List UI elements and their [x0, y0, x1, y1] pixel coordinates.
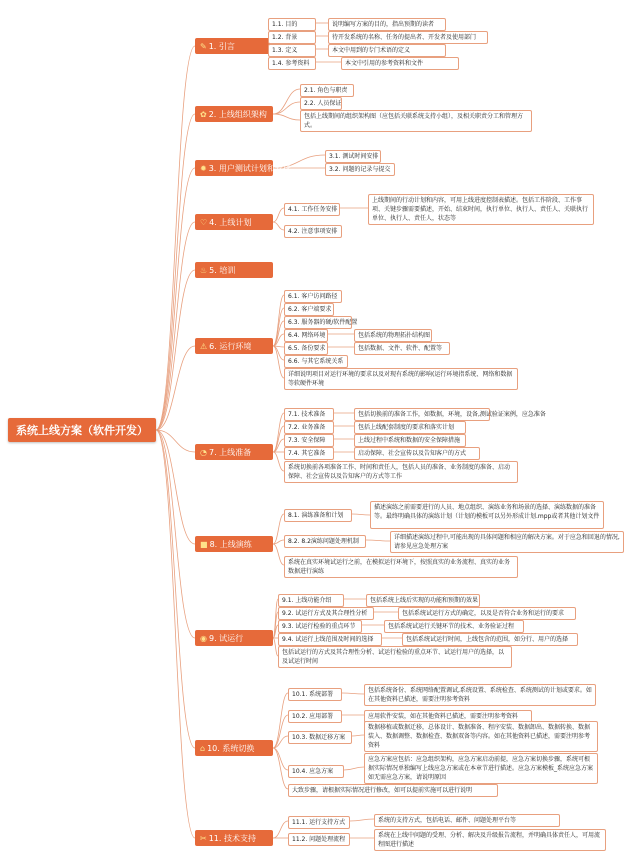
detail-note[interactable]: 包括系统备份、系统网络配置调试,系统设置、系统检查、系统测试的计划或要求。如在其他资料已描述，需要注明参考资料 — [364, 684, 596, 706]
detail-note[interactable]: 包括系统试运行方式的确定，以及是否符合业务和运行的要求 — [398, 607, 576, 620]
tools-icon: ✂ — [200, 833, 207, 843]
detail-note[interactable]: 包括系统试运行关键环节的技术、业务验证过程 — [384, 620, 524, 633]
detail-note[interactable]: 启动保障、社会宣传以及告知客户的方式 — [354, 447, 480, 460]
branch-line — [273, 514, 284, 544]
subtopic[interactable]: 11.1. 运行支持方式 — [288, 816, 350, 829]
org-icon: ✿ — [200, 109, 207, 119]
branch-line — [273, 346, 284, 378]
main-topic-label: 5. 培训 — [209, 265, 236, 275]
root-branch-line — [156, 430, 195, 748]
subtopic[interactable]: 10.1. 系统部署 — [288, 688, 342, 701]
root-branch-line — [156, 168, 195, 430]
detail-note[interactable]: 说明编写方案的目的，指出预期的读者 — [328, 18, 446, 31]
subtopic[interactable]: 8.1. 演练准备和计划 — [284, 509, 352, 522]
subtopic[interactable]: 包括上线期间的组织架构图（应包括关联系统支持小组），及相关职责分工和管理方式。 — [300, 110, 532, 132]
root-branch-line — [156, 430, 195, 638]
detail-note[interactable]: 系统的支持方式，包括电话、邮件、问题处理平台等 — [374, 814, 560, 827]
subtopic[interactable]: 10.3. 数据迁移方案 — [288, 731, 352, 744]
branch-line — [273, 544, 284, 565]
warning-icon: ⚠ — [200, 341, 208, 351]
root-branch-line — [156, 222, 195, 430]
subtopic[interactable]: 6.3. 服务器的硬/软件配置 — [284, 316, 352, 329]
main-topic-label: 11. 技术支持 — [208, 833, 256, 843]
detail-note[interactable]: 包括切换前的准备工作，如数据，环境，设备,测试验证案例，应急准备 — [354, 408, 490, 421]
switch-icon: ⌂ — [200, 743, 206, 753]
subtopic[interactable]: 11.2. 问题处理流程 — [288, 833, 350, 846]
subtopic[interactable]: 7.1. 技术准备 — [284, 408, 334, 421]
square-icon: ■ — [200, 539, 208, 549]
detail-note[interactable]: 待开发系统的名称、任务的提出者、开发者及使用部门 — [328, 31, 488, 44]
branch-line — [273, 114, 300, 120]
main-topic[interactable] — [195, 830, 273, 846]
detail-note[interactable]: 包括数据、文件、软件、配置等 — [354, 342, 450, 355]
detail-note[interactable]: 应急方案应包括：应急组织架构，应急方案启动前提，应急方案切换步骤，系统可根据实际情况单独编写上线应急方案或在本章节进行描述。应急方案模板_系统应急方案 如无需应急方案，请说明原因 — [364, 753, 598, 784]
subtopic[interactable]: 1.3. 定义 — [268, 44, 316, 57]
subtopic[interactable]: 包括试运行的方式及其合理性分析、试运行检验的重点环节、试运行用户的选择，以及试运行时间 — [278, 646, 512, 668]
subtopic[interactable]: 4.2. 注意事项安排 — [284, 225, 342, 238]
subtopic[interactable]: 6.6. 与其它系统关系 — [284, 355, 348, 368]
main-topic[interactable] — [195, 262, 273, 278]
subtopic[interactable]: 6.4. 网络环境 — [284, 329, 328, 342]
subtopic[interactable]: 10.2. 应用部署 — [288, 710, 342, 723]
detail-note[interactable]: 上线过程中系统和数据的安全保障措施 — [354, 434, 466, 447]
detail-line — [352, 514, 370, 515]
main-topic-label: 3. 用户测试计划和安排 — [208, 163, 291, 173]
main-topic[interactable] — [195, 536, 273, 552]
main-topic[interactable] — [195, 214, 273, 230]
root-branch-line — [156, 430, 195, 544]
subtopic[interactable]: 6.5. 备份要求 — [284, 342, 328, 355]
branch-line — [273, 295, 284, 346]
branch-line — [273, 452, 284, 471]
subtopic[interactable]: 1.1. 目的 — [268, 18, 316, 31]
training-icon: ♨ — [200, 265, 208, 275]
main-topic-label: 2. 上线组织架构 — [208, 109, 267, 119]
detail-note[interactable]: 系统在上线中问题的受理、分析、解决及升级报告流程，并明确具体责任人，可用流程图进行描述 — [374, 829, 606, 851]
subtopic[interactable]: 2.2. 人员保证 — [300, 97, 342, 110]
detail-note[interactable]: 包括系统的物理拓扑结构图 — [354, 329, 432, 342]
subtopic[interactable]: 4.1. 工作任务安排 — [284, 203, 340, 216]
subtopic[interactable]: 10.4. 应急方案 — [288, 765, 344, 778]
subtopic[interactable]: 2.1. 角色与职责 — [300, 84, 354, 97]
branch-line — [273, 89, 300, 114]
subtopic[interactable]: 系统切换前各项准备工作、时间和责任人，包括人员的准备、业务制度的准备、启动保障、社会宣传以及告知客户的方式等工作 — [284, 461, 518, 483]
main-topic-label: 10. 系统切换 — [207, 743, 255, 753]
detail-line — [352, 735, 364, 736]
main-topic[interactable] — [195, 106, 273, 122]
subtopic[interactable]: 9.4. 试运行上线范围及时间的选择 — [278, 633, 382, 646]
main-topic-label: 7. 上线准备 — [208, 447, 252, 457]
subtopic[interactable]: 9.3. 试运行检验的重点环节 — [278, 620, 362, 633]
subtopic[interactable]: 9.1. 上线功能介绍 — [278, 594, 344, 607]
test-plan-icon: ✹ — [200, 163, 207, 173]
heart-icon: ♡ — [200, 217, 208, 227]
detail-note[interactable]: 包括系统试运行时间，上线包含的范围，如分行、用户的选择 — [402, 633, 578, 646]
subtopic[interactable]: 7.3. 安全保障 — [284, 434, 334, 447]
detail-line — [342, 693, 364, 694]
subtopic[interactable]: 7.2. 业务准备 — [284, 421, 334, 434]
branch-line — [273, 693, 288, 748]
detail-note[interactable]: 包括上线配套制度的要求和落实计划 — [354, 421, 466, 434]
subtopic[interactable]: 详细说明项目对运行环境的要求以及对现有系统的影响(运行环境指系统、网络和数据等软硬件环境 — [284, 368, 518, 390]
main-topic[interactable] — [195, 38, 273, 54]
branch-line — [273, 222, 284, 230]
main-topic-label: 8. 上线演练 — [209, 539, 252, 549]
subtopic[interactable]: 9.2. 试运行方式及其合理性分析 — [278, 607, 374, 620]
main-topic-label: 1. 引言 — [208, 41, 235, 51]
subtopic[interactable]: 6.2. 客户端要求 — [284, 303, 334, 316]
branch-line — [273, 821, 288, 838]
subtopic[interactable]: 7.4. 其它准备 — [284, 447, 334, 460]
target-icon: ◉ — [200, 633, 207, 643]
subtopic[interactable]: 8.2. 8.2演练问题处理机制 — [284, 535, 366, 548]
detail-note[interactable]: 上线期间的行动计划和内容，可用上线进度控制表描述。包括工作阶段、工作事项、关键步骤需要描述，开始、结束时间，执行单位、执行人、责任人、关联执行单位、执行人、责任人，状态等 — [368, 194, 594, 225]
root-branch-line — [156, 114, 195, 430]
root-branch-line — [156, 46, 195, 430]
main-topic-label: 9. 试运行 — [208, 633, 244, 643]
detail-note[interactable]: 数据移植或数据迁移，总体设计、数据准备、程序安装、数据卸出、数据转换、数据装入、数据调整、数据检查、数据双备等内容。如在其他资料已描述，需要注明参考资料 — [364, 721, 598, 752]
subtopic[interactable]: 1.2. 背景 — [268, 31, 316, 44]
main-topic[interactable] — [195, 630, 273, 646]
subtopic[interactable]: 1.4. 参考资料 — [268, 57, 316, 70]
clock-icon: ◔ — [200, 447, 207, 457]
pencil-icon: ✎ — [200, 41, 207, 51]
main-topic[interactable] — [195, 338, 273, 354]
subtopic[interactable]: 3.1. 测试时间安排 — [325, 150, 381, 163]
detail-note[interactable]: 本文中用到的专门术语的定义 — [328, 44, 446, 57]
main-topic[interactable] — [195, 444, 273, 460]
subtopic[interactable]: 3.2. 问题的记录与提交 — [325, 163, 395, 176]
detail-note[interactable]: 详细描述演练过程中,可能出现的具体问题和相应的解决方案。对于应急和回退的情况,请参见应急处理方案 — [390, 531, 624, 553]
branch-line — [273, 208, 284, 222]
main-topic[interactable] — [195, 740, 273, 756]
branch-line — [273, 102, 300, 114]
subtopic[interactable]: 系统在真实环境试运行之前，在模拟运行环境下，按照真实的业务流程、真实的业务数据进行演练 — [284, 556, 518, 578]
detail-note[interactable]: 本文中引用的参考资料和文件 — [341, 57, 459, 70]
subtopic[interactable]: 大致步骤，请根据实际情况进行修改，如可以提前实施可以进行说明 — [288, 784, 498, 797]
main-topic-label: 4. 上线计划 — [209, 217, 252, 227]
detail-note[interactable]: 应用软件安装，如在其他资料已描述，需要注明参考资料 — [364, 710, 532, 723]
subtopic[interactable]: 6.1. 客户访问路径 — [284, 290, 342, 303]
root-topic[interactable]: 系统上线方案（软件开发） — [8, 418, 156, 442]
detail-line — [366, 540, 390, 541]
detail-note[interactable]: 包括系统上线后实现的功能和预期的效果 — [366, 594, 480, 607]
main-topic-label: 6. 运行环境 — [209, 341, 252, 351]
detail-note[interactable]: 描述演练之前需要进行的人员、地点组织、演练业务和场景的选择、演练数据的准备等。最终明确具体的演练计划（计划的模板可以另外形成计划.mpp或者其他计划文件 — [370, 501, 604, 529]
detail-line — [344, 767, 364, 770]
detail-line — [350, 819, 374, 821]
main-topic[interactable] — [195, 160, 291, 176]
root-branch-line — [156, 430, 195, 838]
